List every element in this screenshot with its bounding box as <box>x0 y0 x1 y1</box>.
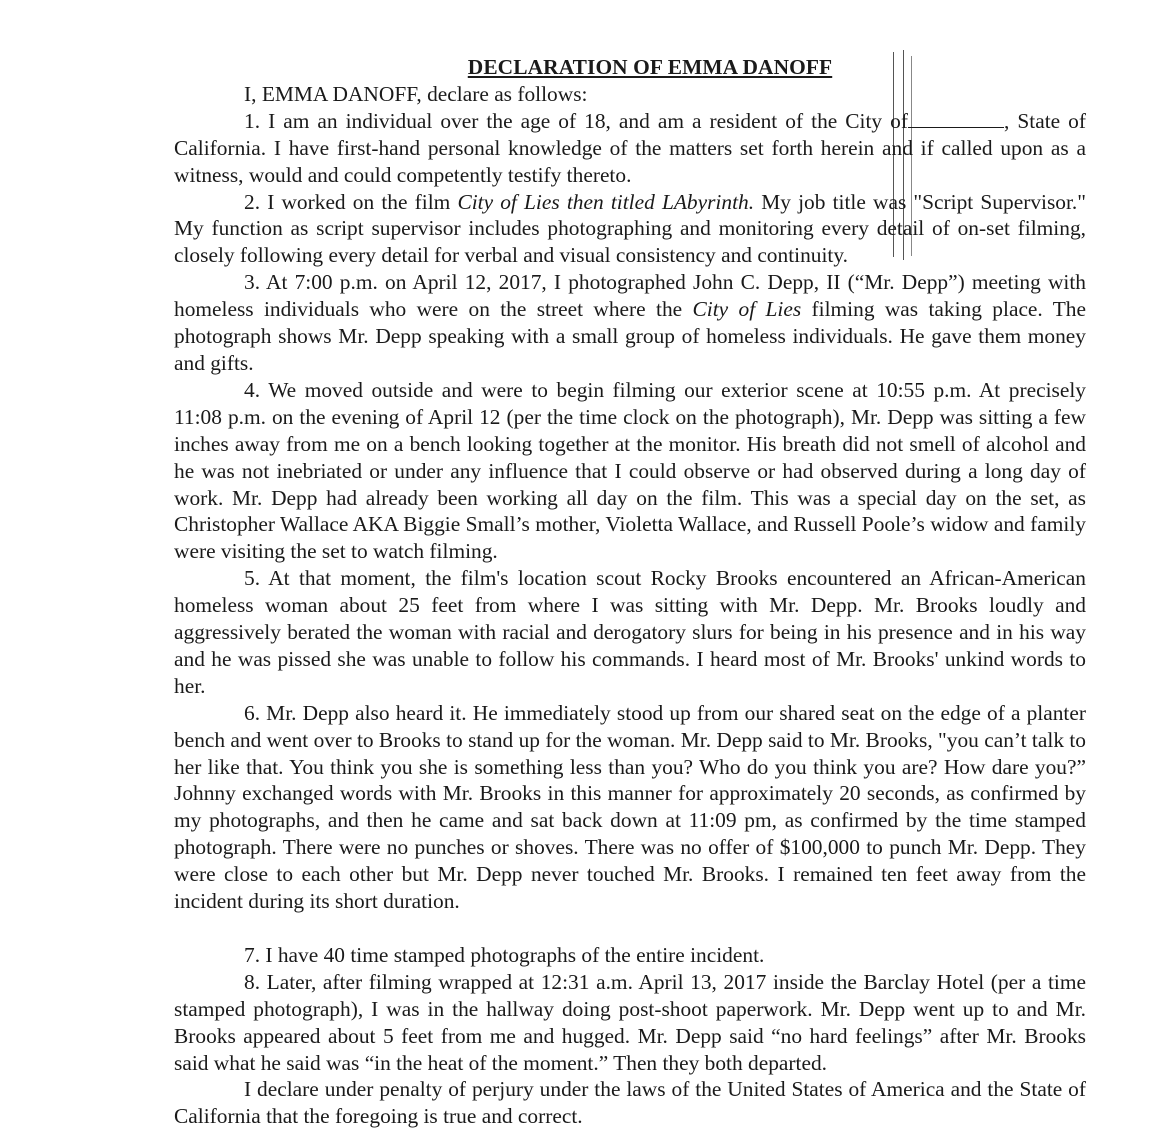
film-title: City of Lies <box>692 297 802 322</box>
paragraph-4: 4. We moved outside and were to begin filming our exterior scene at 10:55 p.m. At precisely 11:08 p.m. on the evening of April 12 (per the time clock on the photograph), Mr. Depp was sitting a few inches away from me on a bench looking together at the monitor. His breath did not smell of alcohol and he was not inebriated or under any influence that I could observe or had observed during a long day of work. Mr. Depp had already been working all day on the film. This was a special day on the set, as Christopher Wallace AKA Biggie Small’s mother, Violetta Wallace, and Russell Poole’s widow and family were visiting the set to watch filming. <box>174 377 1086 564</box>
paragraph-2-text-b: My job title was "Script Supervisor." My function as script supervisor includes photographing and monitoring every detail of on-set filming, closely following every detail for verbal and visual consistency and continuity. <box>174 189 1086 268</box>
paragraph-7: 7. I have 40 time stamped photographs of the entire incident. <box>244 942 765 967</box>
document-title: DECLARATION OF EMMA DANOFF <box>467 55 833 79</box>
paragraph-8: 8. Later, after filming wrapped at 12:31 a.m. April 13, 2017 inside the Barclay Hotel (per a time stamped photograph), I was in the hallway doing post-shoot paperwork. Mr. Depp went up to and Mr. Brooks appeared about 5 feet from me and hugged. Mr. Depp said “no hard feelings” after Mr. Brooks said what he said was “in the heat of the moment.” Then they both departed. <box>174 969 1086 1075</box>
paragraph-3-text-b: filming was taking place. The photograph shows Mr. Depp speaking with a small group of homeless individuals. He gave them money and gifts. <box>174 297 1087 375</box>
paragraph-1-text-b: , State of California. I have first-hand personal knowledge of the matters set forth herein and if called upon as a witness, would and could competently testify thereto. <box>174 108 1086 187</box>
paragraph-6: 6. Mr. Depp also heard it. He immediately stood up from our shared seat on the edge of a planter bench and went over to Brooks to stand up for the woman. Mr. Depp said to Mr. Brooks, "you can’t talk to her like that. You think you she is something less than you? Who do you think you are? How dare you?” Johnny exchanged words with Mr. Brooks in this manner for approximately 20 seconds, as confirmed by my photographs, and then he came and sat back down at 11:09 pm, as confirmed by the time stamped photograph. There were no punches or shoves. There was no offer of $100,000 to punch Mr. Depp. They were close to each other but Mr. Depp never touched Mr. Brooks. I remained ten feet away from the incident during its short duration. <box>174 700 1086 914</box>
paragraph-3-text-a: 3. At 7:00 p.m. on April 12, 2017, I photographed John C. Depp, II (“Mr. Depp”) meeting with homeless individuals who were on the street where the <box>174 270 1086 322</box>
paragraph-2 <box>174 189 1086 270</box>
film-title: City of Lies then titled LAbyrinth. <box>457 189 755 214</box>
paragraph-5: 5. At that moment, the film's location scout Rocky Brooks encountered an African-American homeless woman about 25 feet from where I was sitting with Mr. Depp. Mr. Brooks loudly and aggressively berated the woman with racial and derogatory slurs for being in his presence and in his way and he was pissed she was unable to follow his commands. I heard most of Mr. Brooks' unkind words to her. <box>174 566 1086 698</box>
intro-line: I, EMMA DANOFF, declare as follows: <box>244 81 588 106</box>
declaration-body <box>174 54 1086 1130</box>
paragraph-spacer <box>174 915 1086 942</box>
paragraph-1-text-a: 1. I am an individual over the age of 18, and am a resident of the City of <box>244 108 908 133</box>
paragraph-2-text-a: 2. I worked on the film <box>244 189 458 214</box>
paragraph-3 <box>174 269 1086 377</box>
closing-statement: I declare under penalty of perjury under the laws of the United States of America and the State of California that the foregoing is true and correct. <box>174 1077 1086 1129</box>
paragraph-1 <box>174 108 1086 189</box>
city-blank-line <box>908 111 1004 128</box>
